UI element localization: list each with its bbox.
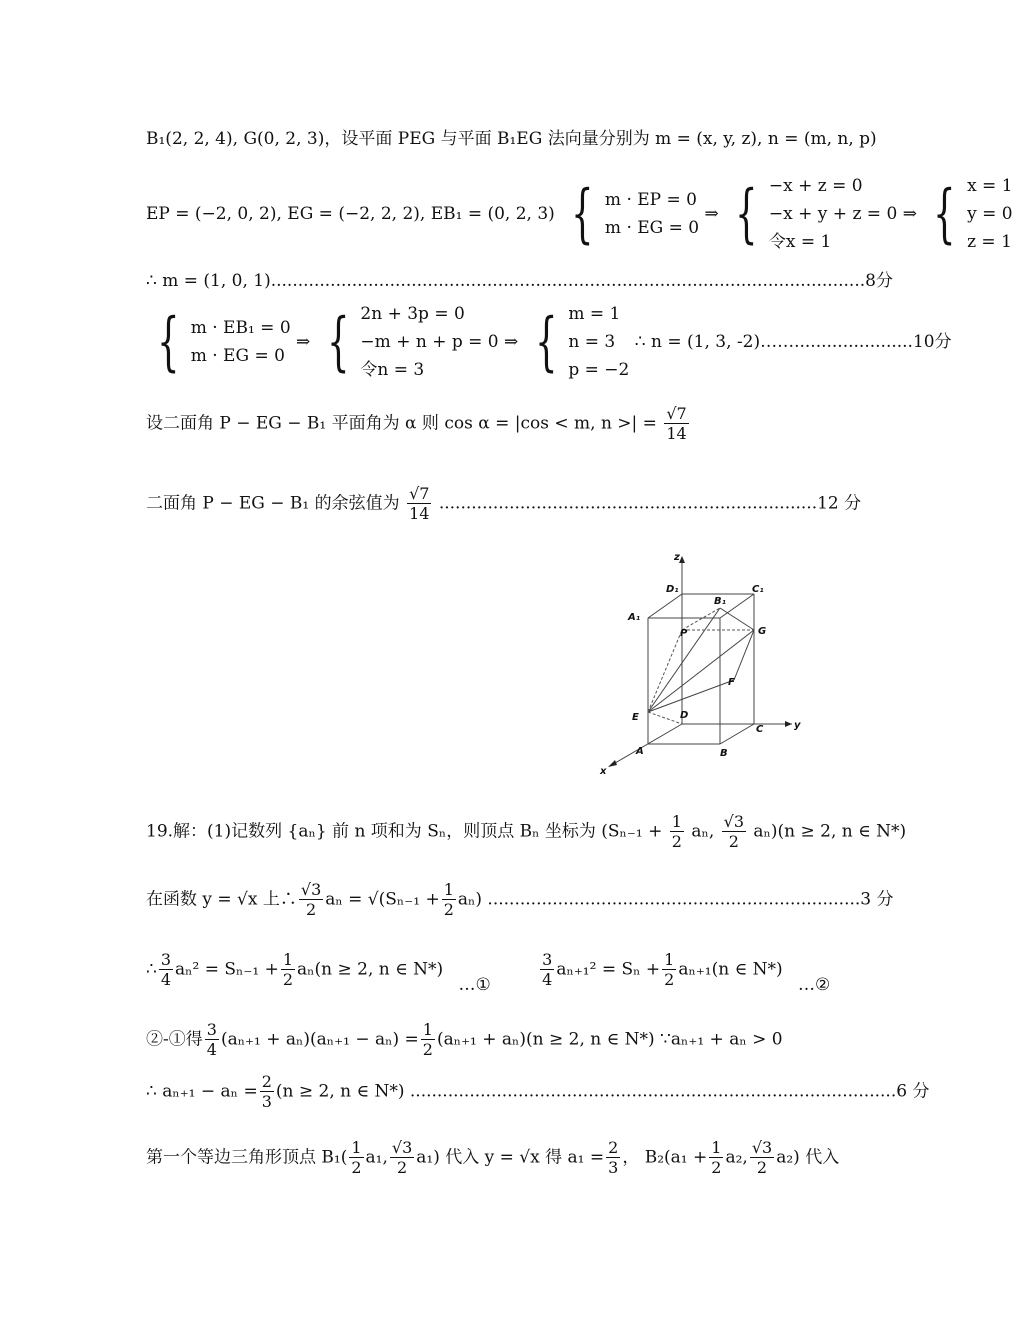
system-5: { 2n + 3p = 0 −m + n + p = 0 令n = 3 (316, 300, 499, 384)
line-1: B₁(2, 2, 4), G(0, 2, 3)，设平面 PEG 与平面 B₁EG 法向量分别为 m = (x, y, z), n = (m, n, p) (146, 129, 877, 149)
sys3-row: y = 0 (967, 204, 1013, 224)
n-vector-result: ∴ n = (1, 3, -2)……......................10分 (634, 332, 952, 352)
sys5-row: 令n = 3 (360, 360, 425, 380)
sys3-row: z = 1 (967, 232, 1012, 252)
cos-answer-text: 二面角 P − EG − B₁ 的余弦值为 (146, 493, 400, 514)
label-B: B (720, 748, 728, 759)
q19-intro: 19.解：(1)记数列 {aₙ} 前 n 项和为 Sₙ，则顶点 Bₙ 坐标为 (Sₙ₋₁ + (146, 821, 668, 842)
system-4: { m · EB₁ = 0 m · EG = 0 (157, 305, 291, 379)
sys2-row: −x + y + z = 0 (768, 204, 898, 224)
label-B1: B₁ (714, 596, 727, 607)
label-C: C (756, 724, 764, 735)
fraction: $\frac{1}{2}$ (351, 1138, 362, 1177)
sys2-row: −x + z = 0 (768, 176, 863, 196)
q19-line-d: ②-①得 $\frac{3}{4}$ (aₙ₊₁ + aₙ)(aₙ₊₁ − aₙ) = $\frac{1}{2}$ (aₙ₊₁ + aₙ)(n ≥ 2, n ∈ N*) ∵aₙ₊₁ + aₙ > 0 (146, 1020, 783, 1059)
system-3: { x = 1 y = 0 z = 1 (922, 172, 1012, 256)
label-D: D (680, 710, 689, 721)
line-6 (146, 484, 861, 523)
sys5-row: 2n + 3p = 0 (360, 304, 465, 324)
fraction: $\frac{1}{2}$ (671, 812, 682, 851)
sys6-row: n = 3 (568, 332, 616, 352)
fraction: $\frac{√3}{2}$ (300, 880, 322, 919)
eq-mark-1: …① (458, 975, 491, 995)
system-6: { m = 1 n = 3 p = −2 (524, 300, 630, 384)
fraction: $\frac{√3}{2}$ (391, 1138, 413, 1177)
sys2-row: 令x = 1 (768, 232, 832, 252)
label-E: E (632, 712, 639, 723)
system-1: { m · EP = 0 m · EG = 0 (571, 177, 700, 251)
sys1-row: m · EG = 0 (604, 218, 700, 238)
label-P: P (680, 628, 688, 639)
line-2: EP = (−2, 0, 2), EG = (−2, 2, 2), EB₁ = (0, 2, 3) { m · EP = 0 m · EG = 0 ⇒ { −x + z = 0 −x + y + z = 0 令x = 1 ⇒ { x = 1 y = 0 z = 1 (146, 172, 1013, 256)
system-2: { −x + z = 0 −x + y + z = 0 令x = 1 (724, 172, 897, 256)
sys5-row: −m + n + p = 0 (360, 332, 499, 352)
score-dots: ......................................................................12 分 (438, 493, 862, 514)
fraction: $\frac{√3}{2}$ (723, 812, 745, 851)
sys6-row: m = 1 (568, 304, 621, 324)
label-G: G (758, 626, 767, 637)
fraction: $\frac{3}{4}$ (542, 950, 553, 989)
label-A1: A₁ (628, 612, 641, 623)
q19-line-e: ∴ aₙ₊₁ − aₙ = $\frac{2}{3}$ (n ≥ 2, n ∈ N*) ..........................................................................................6 分 (146, 1072, 930, 1111)
sys4-row: m · EB₁ = 0 (190, 318, 291, 338)
label-A: A (636, 746, 644, 757)
label-y: y (794, 720, 801, 731)
label-F: F (728, 677, 735, 688)
fraction: $\frac{3}{4}$ (206, 1020, 217, 1059)
sys3-row: x = 1 (967, 176, 1013, 196)
fraction: $\frac{√7}{14}$ (409, 484, 430, 523)
fraction: $\frac{1}{2}$ (282, 950, 293, 989)
fraction: $\frac{1}{2}$ (711, 1138, 722, 1177)
label-z: z (674, 552, 680, 563)
fraction: $\frac{2}{3}$ (608, 1138, 619, 1177)
eq-mark-2: …② (798, 975, 831, 995)
fraction: $\frac{1}{2}$ (664, 950, 675, 989)
sys6-row: p = −2 (568, 360, 630, 380)
cuboid-figure (596, 548, 810, 778)
label-D1: D₁ (666, 584, 679, 595)
label-x: x (600, 766, 607, 777)
line-4: { m · EB₁ = 0 m · EG = 0 ⇒ { 2n + 3p = 0 −m + n + p = 0 令n = 3 ⇒ { m = 1 n = 3 p = −2 ∴ n = (1, 3, -2)……......................10分 (146, 300, 952, 384)
q19-line-f: 第一个等边三角形顶点 B₁( $\frac{1}{2}$ a₁, $\frac{√3}{2}$ a₁) 代入 y = √x 得 a₁ = $\frac{2}{3}$ ， B₂(a₁ + $\frac{1}{2}$ a₂, $\frac{√3}{2}$ a₂) 代入 (146, 1138, 840, 1177)
fraction: $\frac{√3}{2}$ (751, 1138, 773, 1177)
fraction: $\frac{3}{4}$ (160, 950, 172, 989)
line-5 (146, 404, 691, 443)
sys1-row: m · EP = 0 (604, 190, 697, 210)
cos-expr: 设二面角 P − EG − B₁ 平面角为 α 则 cos α = |cos < m, n >| = (146, 413, 657, 434)
q19-line-c: ∴ $\frac{3}{4}$ aₙ² = Sₙ₋₁ + $\frac{1}{2}$ aₙ(n ≥ 2, n ∈ N*) …① $\frac{3}{4}$ aₙ₊₁² = Sₙ + $\frac{1}{2}$ aₙ₊₁(n ∈ N*) …② (146, 950, 831, 995)
label-C1: C₁ (752, 584, 764, 595)
fraction: $\frac{1}{2}$ (443, 880, 454, 919)
fraction: $\frac{1}{2}$ (422, 1020, 433, 1059)
vectors-expr: EP = (−2, 0, 2), EG = (−2, 2, 2), EB₁ = (0, 2, 3) (146, 204, 555, 224)
sys4-row: m · EG = 0 (190, 346, 285, 366)
fraction: $\frac{2}{3}$ (261, 1072, 272, 1111)
fraction: $\frac{√7}{14}$ (666, 404, 687, 443)
q19-line-b: 在函数 y = √x 上∴ $\frac{√3}{2}$ aₙ = √(Sₙ₋₁ + $\frac{1}{2}$ aₙ) .....................................................................3 分 (146, 880, 894, 919)
q19-line-a: 19.解：(1)记数列 {aₙ} 前 n 项和为 Sₙ，则顶点 Bₙ 坐标为 (Sₙ₋₁ + $\frac{1}{2}$ aₙ, $\frac{√3}{2}$ aₙ)(n ≥ 2, n ∈ N*) (146, 812, 907, 851)
line-3: ∴ m = (1, 0, 1)..............................................................................................................8分 (146, 271, 893, 291)
